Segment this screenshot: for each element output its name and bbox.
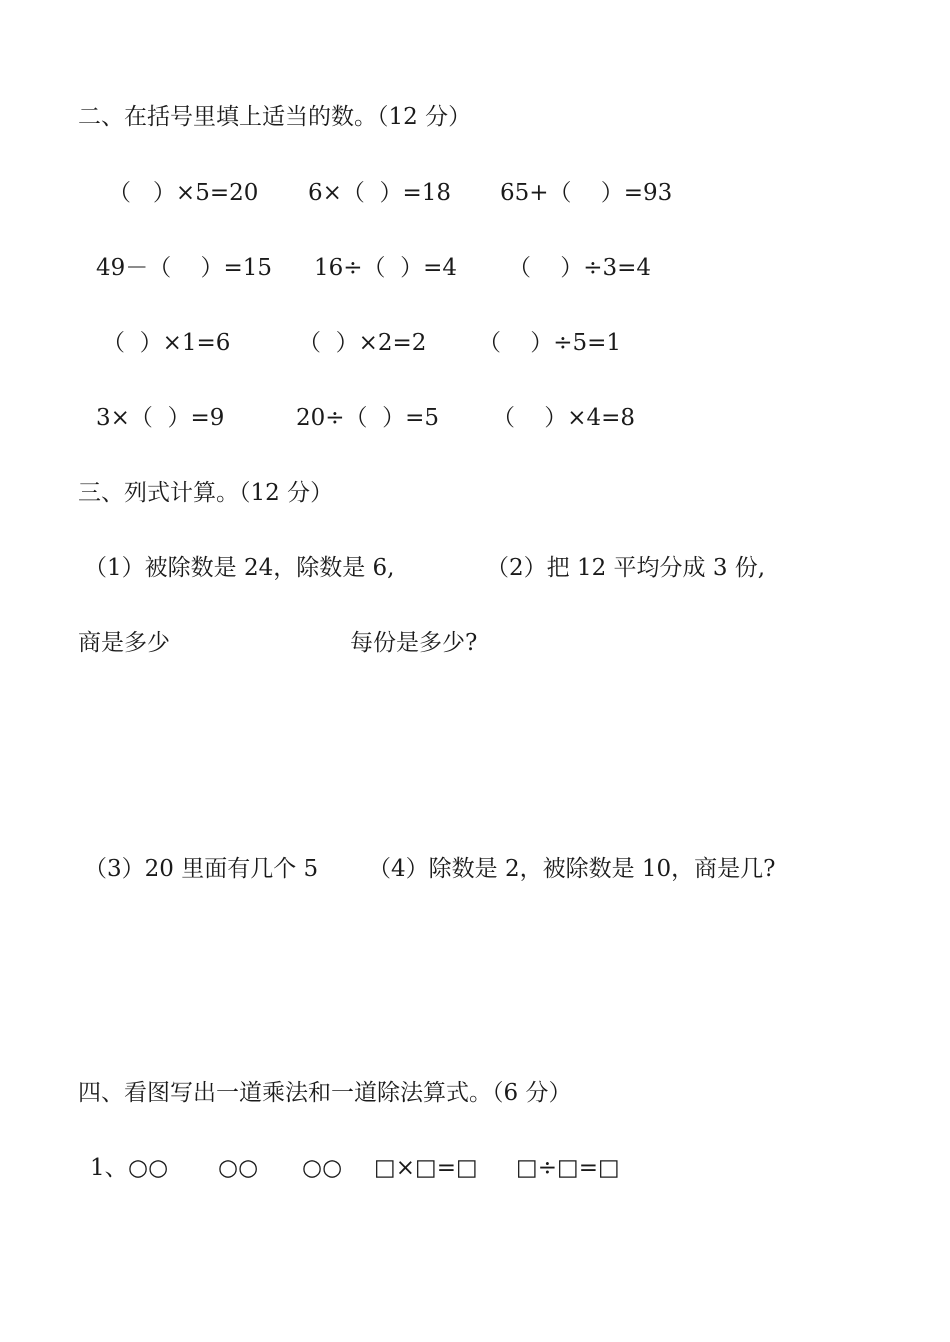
question-1-line-2: 商是多少: [78, 630, 170, 656]
fill-blank-equation: （ ）÷3=4: [508, 255, 652, 281]
fill-blank-equation: （ ）×1=6: [102, 330, 231, 356]
fill-blank-equation: 16÷（ ）=4: [314, 255, 458, 281]
section-3-heading: 三、列式计算。（12 分）: [78, 480, 334, 506]
circle-group: ○○: [302, 1155, 343, 1181]
fill-blank-equation: 65+（ ）=93: [500, 180, 673, 206]
question-1-line-1: （1）被除数是 24，除数是 6,: [84, 555, 395, 581]
question-2-line-2: 每份是多少?: [350, 630, 478, 656]
fill-blank-equation: 3×（ ）=9: [96, 405, 225, 431]
fill-blank-equation: 6×（ ）=18: [308, 180, 452, 206]
division-template: □÷□=□: [516, 1155, 620, 1181]
section-4-heading: 四、看图写出一道乘法和一道除法算式。（6 分）: [78, 1080, 572, 1106]
multiplication-template: □×□=□: [374, 1155, 478, 1181]
fill-blank-equation: 20÷（ ）=5: [296, 405, 440, 431]
fill-blank-equation: （ ）×2=2: [298, 330, 427, 356]
question-3: （3）20 里面有几个 5: [84, 856, 319, 882]
section-2-heading: 二、在括号里填上适当的数。（12 分）: [78, 104, 472, 130]
fill-blank-equation: 49－（ ）=15: [96, 255, 273, 281]
fill-blank-equation: （ ）×5=20: [108, 180, 259, 206]
fill-blank-equation: （ ）÷5=1: [478, 330, 622, 356]
item-1-label: 1、: [90, 1155, 128, 1181]
circle-group: ○○: [128, 1155, 169, 1181]
question-2-line-1: （2）把 12 平均分成 3 份,: [486, 555, 766, 581]
question-4: （4）除数是 2，被除数是 10，商是几?: [368, 856, 776, 882]
fill-blank-equation: （ ）×4=8: [492, 405, 636, 431]
circle-group: ○○: [218, 1155, 259, 1181]
